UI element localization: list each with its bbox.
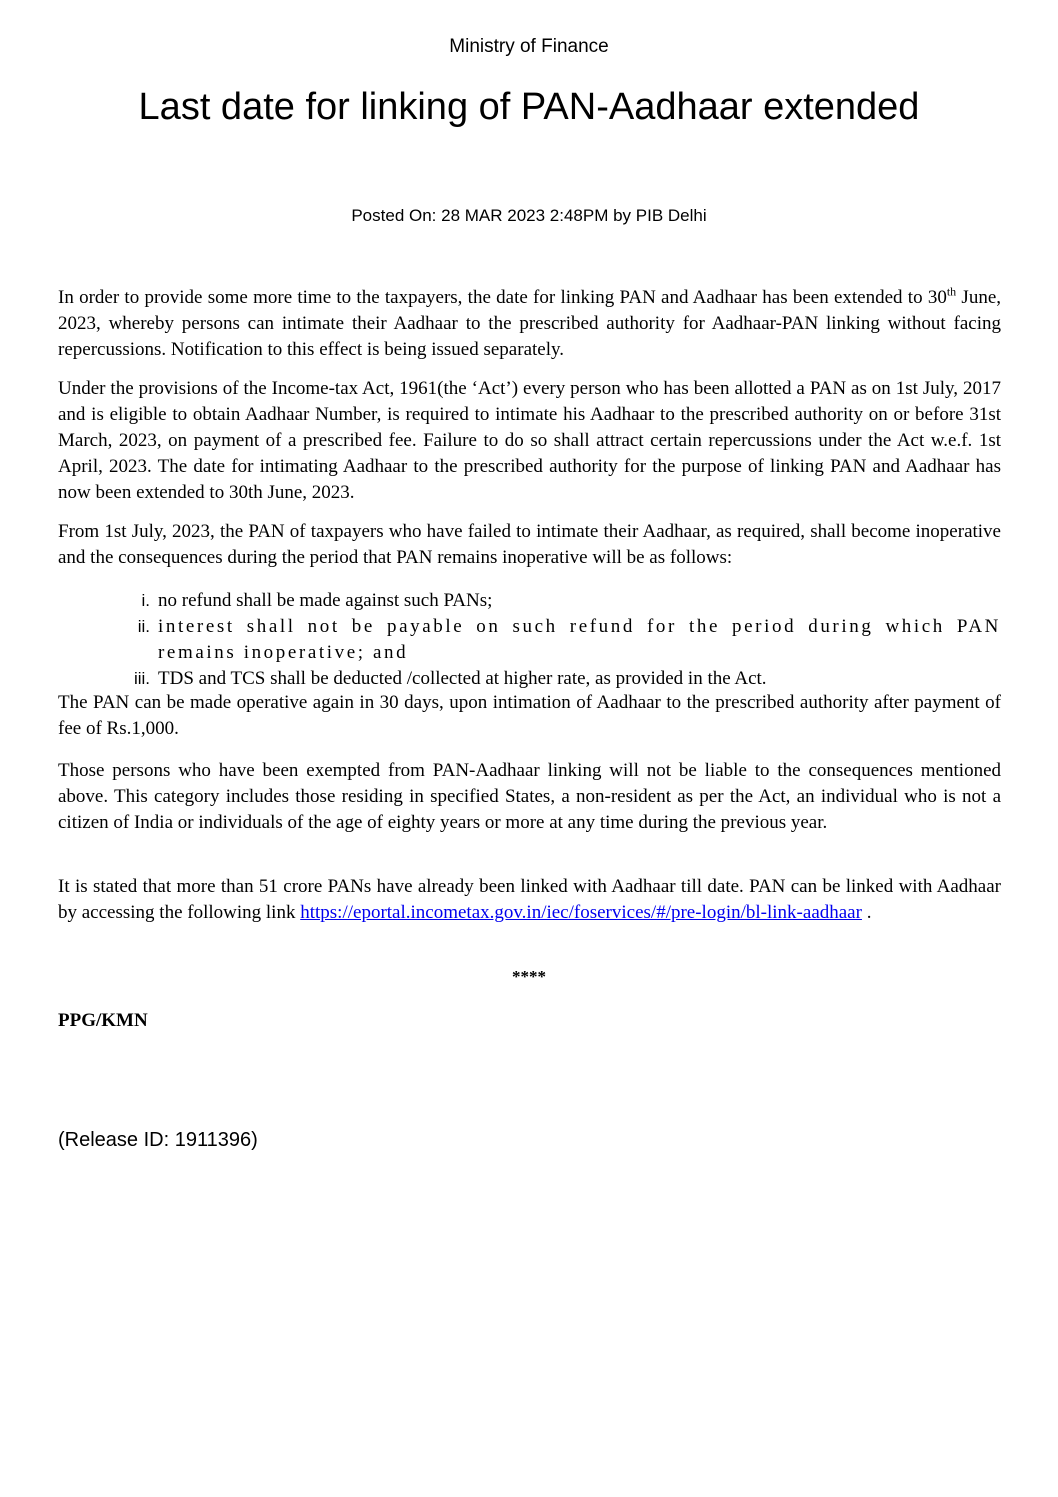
list-item-text: no refund shall be made against such PANs; — [158, 590, 493, 611]
list-number: ii. — [137, 617, 150, 636]
paragraph-text: In order to provide some more time to the taxpayers, the date for linking PAN and Aadhaar has been extended to 30 — [58, 287, 947, 308]
paragraph-extension — [58, 285, 1001, 363]
list-item-text: interest shall not be payable on such refund for the period during which PAN remains inoperative; and — [158, 616, 1001, 663]
paragraph-text: The PAN can be made operative again in 30 days, upon intimation of Aadhaar to the prescribed authority after payment of fee of Rs.1,000. — [58, 692, 1001, 739]
list-item — [130, 588, 1001, 614]
paragraph-operative-again — [58, 690, 1001, 742]
paragraph-text: From 1st July, 2023, the PAN of taxpayers who have failed to intimate their Aadhaar, as required, shall become inoperative and the consequences during the period that PAN remains inoperative will be as follows: — [58, 521, 1001, 568]
superscript: th — [946, 284, 957, 299]
list-item-text: TDS and TCS shall be deducted /collected at higher rate, as provided in the Act. — [158, 668, 767, 689]
list-number: iii. — [133, 669, 150, 688]
reference-code: PPG/KMN — [58, 1010, 148, 1031]
paragraph-exemptions — [58, 758, 1001, 836]
paragraph-linking-status — [58, 874, 1001, 926]
paragraph-text: Those persons who have been exempted from PAN-Aadhaar linking will not be liable to the consequences mentioned above. This category includes those residing in specified States, a non-resident as per the Act, an individual who is not a citizen of India or individuals of the age of eighty years or more at any time during the previous year. — [58, 760, 1001, 833]
consequences-list — [130, 588, 1001, 692]
list-item — [130, 614, 1001, 666]
paragraph-text: June, 2023, whereby persons can intimate their Aadhaar to the prescribed authority for Aadhaar-PAN linking without facing repercussions. Notification to this effect is being issued separately. — [58, 287, 1001, 360]
posted-on: Posted On: 28 MAR 2023 2:48PM by PIB Delhi — [351, 206, 707, 225]
paragraph-text: Under the provisions of the Income-tax Act, 1961(the ‘Act’) every person who has been allotted a PAN as on 1st July, 2017 and is eligible to obtain Aadhaar Number, is required to intimate his Aadhaar to the prescribed authority on or before 31st March, 2023, on payment of a prescribed fee. Failure to do so shall attract certain repercussions under the Act w.e.f. 1st April, 2023. The date for intimating Aadhaar to the prescribed authority for the purpose of linking PAN and Aadhaar has now been extended to 30th June, 2023. — [58, 378, 1001, 503]
paragraph-text: . — [861, 902, 872, 923]
paragraph-provisions — [58, 376, 1001, 506]
release-id: (Release ID: 1911396) — [58, 1129, 258, 1151]
page-title: Last date for linking of PAN-Aadhaar extended — [138, 86, 920, 128]
list-item — [130, 666, 1001, 692]
ministry-name: Ministry of Finance — [449, 36, 609, 57]
separator-stars: **** — [512, 967, 546, 986]
linking-portal-link[interactable]: https://eportal.incometax.gov.in/iec/foservices/#/pre-login/bl-link-aadhaar — [300, 902, 862, 923]
list-number: i. — [141, 591, 150, 610]
paragraph-consequences-intro — [58, 519, 1001, 571]
paragraph-text: It is stated that more than 51 crore PANs have already been linked with Aadhaar till date. PAN can be linked with Aadhaar by accessing the following link — [58, 876, 1001, 923]
